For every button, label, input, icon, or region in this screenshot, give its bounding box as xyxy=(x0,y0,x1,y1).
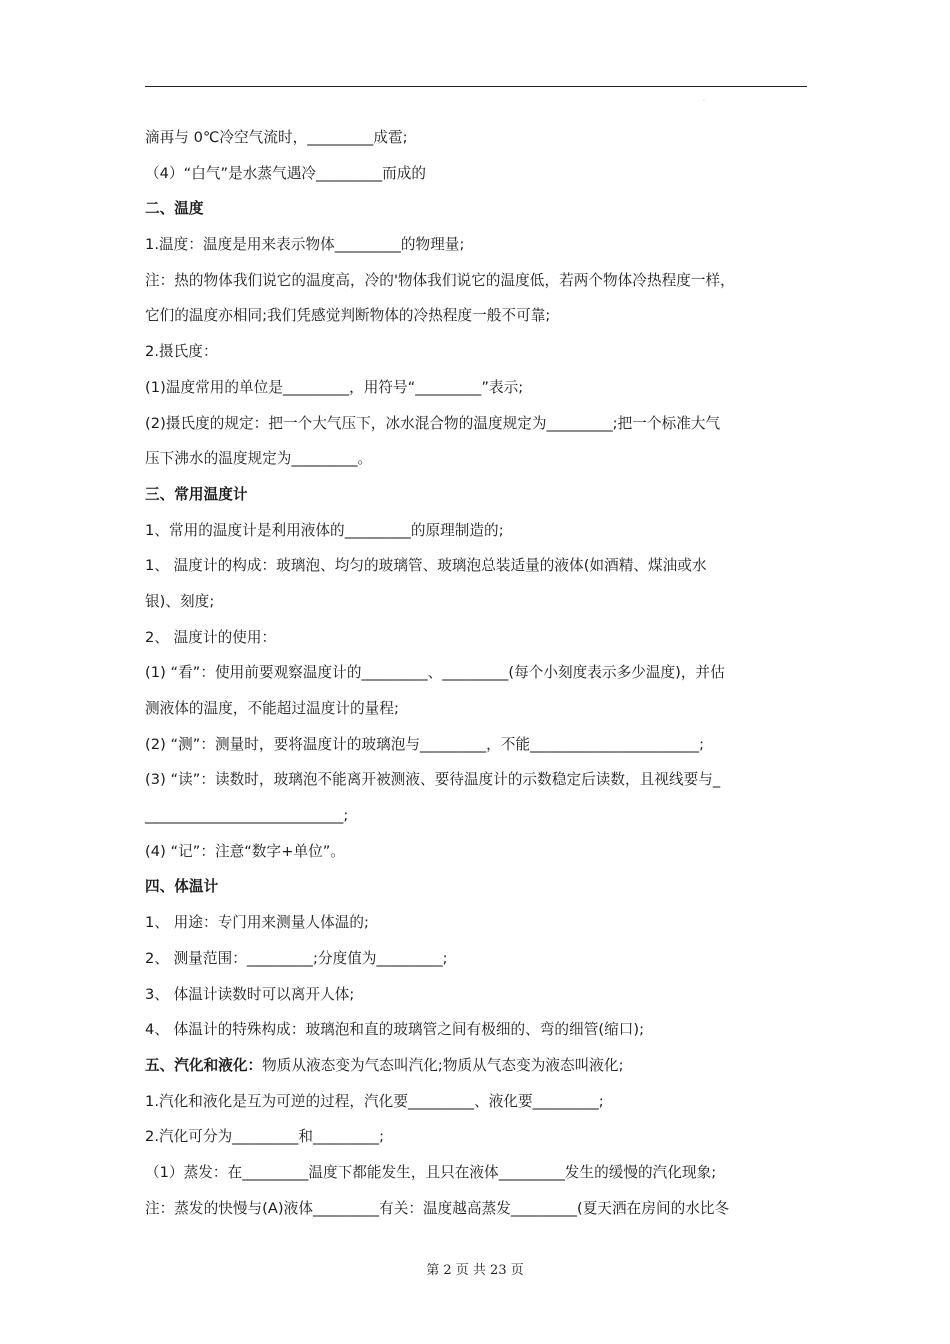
text-line: 1.汽化和液化是互为可逆的过程，汽化要_________、液化要_________; xyxy=(145,1092,604,1110)
text-line: (1)温度常用的单位是_________，用符号“_________”表示; xyxy=(145,378,524,396)
text-line: 1、 温度计的构成：玻璃泡、均匀的玻璃管、玻璃泡总装适量的液体(如酒精、煤油或水 xyxy=(145,557,707,575)
page-footer: 第 2 页 共 23 页 xyxy=(426,1263,524,1278)
header-rule xyxy=(145,86,807,87)
text-line: ___________________________; xyxy=(145,807,349,825)
section-heading: 四、体温计 xyxy=(145,878,219,896)
text-line: （4）“白气”是水蒸气遇冷_________而成的 xyxy=(145,164,427,182)
text-line: 1、 用途：专门用来测量人体温的; xyxy=(145,914,370,932)
section-heading-label: 五、汽化和液化： xyxy=(145,1056,263,1074)
text-line: 银)、刻度; xyxy=(145,592,215,610)
section-heading: 三、常用温度计 xyxy=(145,485,248,503)
text-line: (3) “读”：读数时，玻璃泡不能离开被测液、要待温度计的示数稳定后读数，且视线要与_ xyxy=(145,771,721,789)
text-line: 注：热的物体我们说它的温度高，冷的'物体我们说它的温度低，若两个物体冷热程度一样， xyxy=(145,271,735,289)
text-line: 3、 体温计读数时可以离开人体; xyxy=(145,985,355,1003)
text-line: (2)摄氏度的规定：把一个大气压下，冰水混合物的温度规定为_________;把一个标准大气 xyxy=(145,414,721,432)
section-heading: 二、温度 xyxy=(145,200,204,218)
text-line: 压下沸水的温度规定为_________。 xyxy=(145,450,373,468)
text-line: 1、常用的温度计是利用液体的_________的原理制造的; xyxy=(145,521,504,539)
text-line xyxy=(145,1048,815,1084)
text-line: 测液体的温度，不能超过温度计的量程; xyxy=(145,700,399,717)
document-body xyxy=(145,120,815,1226)
text-line: (4) “记”：注意“数字+单位”。 xyxy=(145,842,346,860)
section-heading-text: 物质从液态变为气态叫汽化;物质从气态变为液态叫液化; xyxy=(262,1056,624,1074)
text-line: （1）蒸发：在_________温度下都能发生，且只在液体_________发生的缓慢的汽化现象; xyxy=(145,1163,717,1181)
text-line: 1.温度：温度是用来表示物体_________的物理量; xyxy=(145,236,465,254)
text-line: 滴再与 0℃冷空气流时，_________成雹; xyxy=(145,129,408,146)
text-line: 2.汽化可分为_________和_________; xyxy=(145,1128,385,1146)
text-line: 2.摄氏度： xyxy=(145,343,218,361)
text-line: 4、 体温计的特殊构成：玻璃泡和直的玻璃管之间有极细的、弯的细管(缩口); xyxy=(145,1021,645,1039)
text-line: 它们的温度亦相同;我们凭感觉判断物体的冷热程度一般不可靠; xyxy=(145,307,551,325)
text-line: 2、 温度计的使用： xyxy=(145,628,277,646)
text-line: (2) “测”：测量时，要将温度计的玻璃泡与_________，不能_______________________; xyxy=(145,735,705,753)
text-line: 2、 测量范围：_________;分度值为_________; xyxy=(145,949,448,967)
header-mark: . xyxy=(703,96,705,103)
text-line: (1) “看”：使用前要观察温度计的_________、_________(每个小刻度表示多少温度)，并估 xyxy=(145,664,725,682)
text-line: 注：蒸发的快慢与(A)液体_________有关：温度越高蒸发_________(夏天洒在房间的水比冬 xyxy=(145,1199,730,1217)
